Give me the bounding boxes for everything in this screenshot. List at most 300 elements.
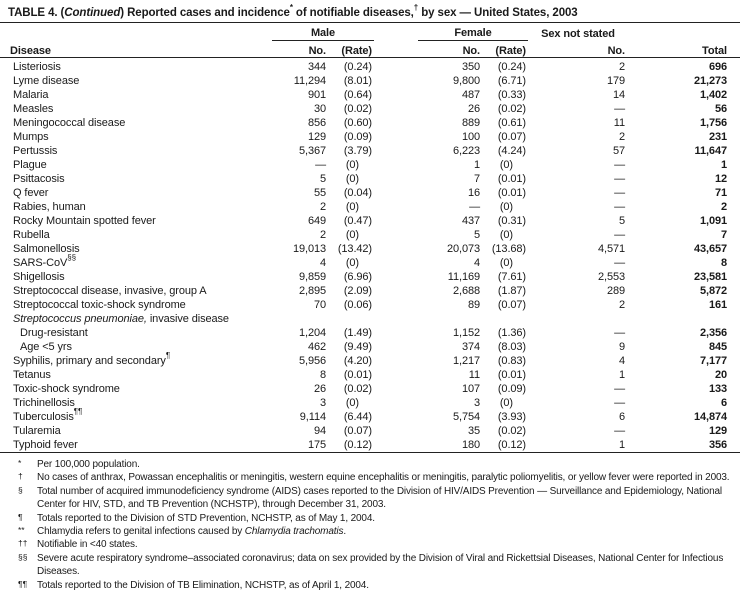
total-cell: 56 xyxy=(714,103,727,115)
footnote-text: Total number of acquired immunodeficiency syndrome (AIDS) cases reported to the Division of HIV/AIDS Prevention — Surveillance and Epidemiology, National Center for HIV, STD, and TB Prevention (NCHSTP), through December 31, 2003. xyxy=(37,485,722,511)
total-cell: 7,177 xyxy=(699,355,727,367)
sex-not-stated-no-cell: — xyxy=(614,229,625,241)
footnote-ref: ¶¶ xyxy=(73,407,83,417)
disease-name-cell xyxy=(0,396,240,410)
total-cell: 21,273 xyxy=(693,75,727,87)
disease-name-cell xyxy=(0,144,240,158)
female-no-cell: 89 xyxy=(467,299,480,311)
female-rate-cell: (0.07) xyxy=(497,131,526,143)
female-no-cell: 2,688 xyxy=(452,285,480,297)
total-cell: 5,872 xyxy=(699,285,727,297)
male-rate-cell: (4.20) xyxy=(343,355,372,367)
female-rate-cell: (0.01) xyxy=(497,173,526,185)
disease-name-cell xyxy=(0,200,240,214)
title-text: of notifiable diseases, xyxy=(292,7,414,19)
female-no-cell: 4 xyxy=(473,257,480,269)
disease-name-cell xyxy=(0,74,240,88)
table-header xyxy=(0,23,740,58)
disease-name-cell xyxy=(0,284,240,298)
sex-not-stated-no-column-header: No. xyxy=(528,41,628,58)
male-no-cell: 19,013 xyxy=(292,243,326,255)
footnote xyxy=(0,458,740,471)
title-text: TABLE 4. ( xyxy=(8,7,65,19)
sex-not-stated-no-cell xyxy=(528,312,628,326)
male-rate-cell: (0.12) xyxy=(343,439,372,451)
female-rate-cell: (3.93) xyxy=(497,411,526,423)
footnote-marker: * xyxy=(18,458,22,468)
male-no-cell: — xyxy=(315,159,326,171)
sex-not-stated-no-cell: — xyxy=(614,327,625,339)
table-row xyxy=(0,88,740,102)
sex-not-stated-no-cell: — xyxy=(614,425,625,437)
disease-name: Streptococcal disease, invasive, group A xyxy=(13,285,207,297)
table-row xyxy=(0,242,740,256)
disease-name: Shigellosis xyxy=(13,271,65,283)
total-cell: 6 xyxy=(720,397,727,409)
male-no-cell: 344 xyxy=(307,61,326,73)
table-row xyxy=(0,144,740,158)
sex-not-stated-no-cell: — xyxy=(614,397,625,409)
table-row xyxy=(0,284,740,298)
female-rate-cell: (0) xyxy=(499,257,513,269)
footnote-ref-asterisk: * xyxy=(289,3,293,13)
footnote-marker: ** xyxy=(18,525,25,536)
male-rate-column-header: (Rate) xyxy=(328,41,374,58)
footnote-ref: ¶ xyxy=(165,351,171,361)
female-rate-cell: (0.33) xyxy=(497,89,526,101)
female-rate-cell: (0.24) xyxy=(497,61,526,73)
female-rate-cell: (0.01) xyxy=(497,187,526,199)
disease-name: Age <5 yrs xyxy=(20,341,72,353)
female-no-cell: 26 xyxy=(467,103,480,115)
male-no-cell: 901 xyxy=(307,89,326,101)
table-row xyxy=(0,130,740,144)
disease-name-cell xyxy=(0,130,240,144)
female-no-cell: 437 xyxy=(461,215,480,227)
female-no-cell: 11 xyxy=(468,369,480,381)
disease-name: Syphilis, primary and secondary xyxy=(13,355,166,367)
footnote-marker: ¶¶ xyxy=(18,578,28,589)
male-rate-cell: (6.44) xyxy=(343,411,372,423)
female-no-cell: 5,754 xyxy=(452,411,480,423)
male-no-cell: 649 xyxy=(307,215,326,227)
total-cell: 43,657 xyxy=(693,243,727,255)
female-no-cell: 487 xyxy=(461,89,480,101)
disease-name-italic: Streptococcus pneumoniae, xyxy=(13,313,147,325)
disease-name-cell xyxy=(0,368,240,382)
footnote-text: Totals reported to the Division of STD Prevention, NCHSTP, as of May 1, 2004. xyxy=(37,512,375,524)
male-rate-cell: (0.02) xyxy=(343,383,372,395)
male-no-cell: 1,204 xyxy=(298,327,326,339)
total-cell: 2 xyxy=(720,201,727,213)
disease-name: Toxic-shock syndrome xyxy=(13,383,120,395)
female-no-cell: — xyxy=(469,201,480,213)
footnote-text: No cases of anthrax, Powassan encephalitis or meningitis, western equine encephalitis or meningitis, paralytic poliomyelitis, or yellow fever were reported in 2003. xyxy=(37,472,730,484)
female-rate-cell xyxy=(482,312,528,326)
female-rate-cell: (7.61) xyxy=(497,271,526,283)
female-rate-cell: (0.02) xyxy=(497,103,526,115)
male-no-cell: 11,294 xyxy=(293,75,326,87)
male-no-cell: 8 xyxy=(319,369,326,381)
sex-not-stated-no-cell: 11 xyxy=(613,117,625,129)
table-row xyxy=(0,116,740,130)
total-cell: 71 xyxy=(714,187,727,199)
disease-name: Pertussis xyxy=(13,145,58,157)
male-rate-cell: (6.96) xyxy=(343,271,372,283)
female-rate-cell: (13.68) xyxy=(491,243,526,255)
total-cell: 133 xyxy=(708,383,727,395)
female-rate-cell: (0.09) xyxy=(497,383,526,395)
male-no-cell: 856 xyxy=(307,117,326,129)
male-no-cell: 30 xyxy=(313,103,326,115)
table-row xyxy=(0,326,740,340)
footnotes xyxy=(0,458,740,592)
sex-not-stated-no-cell: 4,571 xyxy=(597,243,625,255)
female-rate-cell: (0.12) xyxy=(497,439,526,451)
male-no-cell: 55 xyxy=(313,187,326,199)
female-rate-cell: (4.24) xyxy=(497,145,526,157)
female-no-cell: 7 xyxy=(473,173,480,185)
disease-column-header: Disease xyxy=(0,41,240,58)
total-cell xyxy=(628,312,740,326)
disease-name: Meningococcal disease xyxy=(13,117,126,129)
table-body xyxy=(0,58,740,453)
footnote xyxy=(0,552,740,579)
disease-name-cell xyxy=(0,253,240,270)
male-rate-cell: (0.07) xyxy=(343,425,372,437)
table-row xyxy=(0,382,740,396)
disease-name: Rocky Mountain spotted fever xyxy=(13,215,156,227)
male-rate-cell: (0) xyxy=(345,159,359,171)
disease-name-cell xyxy=(0,102,240,116)
sex-not-stated-no-cell: 289 xyxy=(606,285,625,297)
male-group-header: Male xyxy=(240,23,374,41)
table-row xyxy=(0,214,740,228)
male-rate-cell: (8.01) xyxy=(343,75,372,87)
footnote-text: Totals reported to the Division of TB Elimination, NCHSTP, as of April 1, 2004. xyxy=(37,579,369,591)
female-rate-cell: (8.03) xyxy=(497,341,526,353)
male-rate-cell: (0.01) xyxy=(343,369,372,381)
female-no-cell: 350 xyxy=(461,61,480,73)
sex-not-stated-no-cell: 6 xyxy=(618,411,625,423)
table-row xyxy=(0,354,740,368)
total-cell: 14,874 xyxy=(693,411,727,423)
disease-name-cell xyxy=(0,438,240,453)
male-rate-cell: (0.02) xyxy=(343,103,372,115)
title-text: ) Reported cases and incidence xyxy=(120,7,290,19)
female-no-column-header: No. xyxy=(374,41,482,58)
male-no-cell: 5 xyxy=(319,173,326,185)
disease-name: Malaria xyxy=(13,89,49,101)
male-no-cell: 2,895 xyxy=(298,285,326,297)
male-rate-cell: (3.79) xyxy=(343,145,372,157)
male-no-cell: 70 xyxy=(313,299,326,311)
table-row xyxy=(0,396,740,410)
male-rate-cell: (1.49) xyxy=(343,327,372,339)
table-row xyxy=(0,312,740,326)
total-cell: 12 xyxy=(714,173,727,185)
male-rate-cell: (0) xyxy=(345,173,359,185)
female-no-cell: 889 xyxy=(461,117,480,129)
male-no-cell: 5,956 xyxy=(298,355,326,367)
female-no-cell: 5 xyxy=(473,229,480,241)
footnote-text: Severe acute respiratory syndrome–associated coronavirus; data on sex provided by the Division of Viral and Rickettsial Diseases, National Center for Infectious Diseases. xyxy=(37,552,724,578)
empty-header-cell xyxy=(0,23,240,41)
group-header-row xyxy=(0,23,740,41)
female-no-cell: 9,800 xyxy=(452,75,480,87)
disease-name-cell xyxy=(0,172,240,186)
female-rate-cell: (0) xyxy=(499,397,513,409)
sex-not-stated-no-cell: — xyxy=(614,173,625,185)
footnote-marker: § xyxy=(18,484,23,495)
total-cell: 1,402 xyxy=(699,89,727,101)
male-rate-cell: (0.64) xyxy=(343,89,372,101)
male-no-cell: 2 xyxy=(319,201,326,213)
total-cell: 231 xyxy=(708,131,727,143)
sex-not-stated-no-cell: — xyxy=(614,159,625,171)
table-row xyxy=(0,438,740,453)
table-row xyxy=(0,256,740,270)
sex-not-stated-no-cell: 2 xyxy=(618,131,625,143)
disease-name: Tetanus xyxy=(13,369,51,381)
table-row xyxy=(0,424,740,438)
table-row xyxy=(0,172,740,186)
table-row xyxy=(0,58,740,75)
male-no-cell xyxy=(240,312,328,326)
male-rate-cell: (0.47) xyxy=(343,215,372,227)
male-no-cell: 2 xyxy=(319,229,326,241)
total-cell: 20 xyxy=(714,369,727,381)
disease-name-cell xyxy=(0,214,240,228)
female-no-cell: 180 xyxy=(461,439,480,451)
table-row xyxy=(0,368,740,382)
disease-name-cell xyxy=(0,351,240,368)
sex-not-stated-group-header: Sex not stated xyxy=(541,28,615,40)
footnote xyxy=(0,512,740,525)
disease-name-cell xyxy=(0,340,240,354)
sex-not-stated-no-cell: 2 xyxy=(618,61,625,73)
disease-name: Listeriosis xyxy=(13,61,61,73)
title-continued: Continued xyxy=(64,7,121,19)
female-rate-cell: (0) xyxy=(499,229,513,241)
female-rate-cell: (1.36) xyxy=(497,327,526,339)
sex-not-stated-no-cell: 1 xyxy=(618,439,625,451)
total-cell: 1,091 xyxy=(699,215,727,227)
footnote xyxy=(0,579,740,592)
female-rate-cell: (0.83) xyxy=(497,355,526,367)
disease-name-cell xyxy=(0,88,240,102)
total-cell: 7 xyxy=(720,229,727,241)
female-no-cell: 35 xyxy=(467,425,480,437)
table-row xyxy=(0,270,740,284)
footnote xyxy=(0,471,740,484)
footnote-marker: ¶ xyxy=(18,511,23,522)
empty-header-cell xyxy=(628,23,740,41)
female-no-cell: 107 xyxy=(461,383,480,395)
male-no-cell: 9,859 xyxy=(298,271,326,283)
female-rate-cell: (0.07) xyxy=(497,299,526,311)
footnote-italic-text: Chlamydia trachomatis xyxy=(244,526,344,538)
female-rate-cell: (1.87) xyxy=(497,285,526,297)
disease-name-cell xyxy=(0,116,240,130)
disease-name: Drug-resistant xyxy=(20,327,88,339)
sex-not-stated-no-cell: — xyxy=(614,103,625,115)
male-no-cell: 3 xyxy=(319,397,326,409)
total-cell: 23,581 xyxy=(693,271,727,283)
female-rate-column-header: (Rate) xyxy=(482,41,528,58)
footnote-marker: † xyxy=(18,471,23,482)
footnote-text-tail: . xyxy=(343,526,346,538)
disease-name-cell xyxy=(0,382,240,396)
disease-name: invasive disease xyxy=(146,313,229,325)
disease-name-cell xyxy=(0,312,240,326)
disease-name: Psittacosis xyxy=(13,173,65,185)
male-rate-cell: (0.06) xyxy=(343,299,372,311)
male-no-cell: 175 xyxy=(307,439,326,451)
female-no-cell: 16 xyxy=(467,187,480,199)
disease-name-cell xyxy=(0,298,240,312)
male-rate-cell: (9.49) xyxy=(343,341,372,353)
male-rate-cell: (0) xyxy=(345,257,359,269)
female-no-cell: 11,169 xyxy=(447,271,480,283)
female-no-cell: 1,152 xyxy=(452,327,480,339)
female-no-cell: 3 xyxy=(473,397,480,409)
sex-not-stated-no-cell: 57 xyxy=(612,145,625,157)
female-group-header: Female xyxy=(374,23,528,41)
female-rate-cell: (0.02) xyxy=(497,425,526,437)
male-no-cell: 5,367 xyxy=(298,145,326,157)
male-no-cell: 26 xyxy=(313,383,326,395)
footnote-ref: §§ xyxy=(67,253,76,263)
female-rate-cell: (0.31) xyxy=(497,215,526,227)
sex-not-stated-no-cell: — xyxy=(614,201,625,213)
sex-not-stated-no-cell: — xyxy=(614,257,625,269)
disease-name-cell xyxy=(0,58,240,75)
disease-name: Tularemia xyxy=(13,425,61,437)
female-no-cell: 374 xyxy=(461,341,480,353)
footnote-ref-dagger: † xyxy=(413,3,419,13)
disease-name: Salmonellosis xyxy=(13,243,80,255)
sex-not-stated-no-cell: 4 xyxy=(618,355,625,367)
female-rate-cell: (0) xyxy=(499,159,513,171)
disease-name: Rabies, human xyxy=(13,201,86,213)
sex-not-stated-no-cell: 179 xyxy=(606,75,625,87)
male-rate-cell: (0.04) xyxy=(343,187,372,199)
total-cell: 1,756 xyxy=(699,117,727,129)
female-no-cell xyxy=(374,312,482,326)
total-cell: 845 xyxy=(708,341,727,353)
disease-name-cell xyxy=(0,270,240,284)
male-no-cell: 462 xyxy=(307,341,326,353)
total-column-header: Total xyxy=(628,41,740,58)
footnote xyxy=(0,538,740,551)
male-rate-cell: (0) xyxy=(345,201,359,213)
table-row xyxy=(0,410,740,424)
disease-name: Mumps xyxy=(13,131,49,143)
disease-name: Rubella xyxy=(13,229,50,241)
male-no-cell: 94 xyxy=(313,425,326,437)
total-cell: 11,647 xyxy=(694,145,727,157)
footnote-text: Per 100,000 population. xyxy=(37,459,140,470)
female-no-cell: 100 xyxy=(461,131,480,143)
sex-not-stated-no-cell: — xyxy=(614,187,625,199)
total-cell: 1 xyxy=(720,159,727,171)
disease-name: Typhoid fever xyxy=(13,439,78,451)
disease-name: Trichinellosis xyxy=(13,397,75,409)
total-cell: 2,356 xyxy=(699,327,727,339)
sex-not-stated-no-cell: 2 xyxy=(618,299,625,311)
footnote xyxy=(0,525,740,538)
column-header-row xyxy=(0,41,740,58)
total-cell: 8 xyxy=(720,257,727,269)
disease-name: Streptococcal toxic-shock syndrome xyxy=(13,299,186,311)
table-row xyxy=(0,186,740,200)
male-rate-cell: (0.09) xyxy=(343,131,372,143)
disease-name-cell xyxy=(0,158,240,172)
title-text: by sex — United States, 2003 xyxy=(418,7,578,19)
male-rate-cell: (0) xyxy=(345,229,359,241)
total-cell: 696 xyxy=(708,61,727,73)
sex-not-stated-no-cell: — xyxy=(614,383,625,395)
footnote-text: Notifiable in <40 states. xyxy=(37,539,138,551)
female-rate-cell: (6.71) xyxy=(497,75,526,87)
footnote-text: Chlamydia refers to genital infections caused by xyxy=(37,526,245,538)
disease-name-cell xyxy=(0,242,240,256)
male-no-column-header: No. xyxy=(240,41,328,58)
disease-name-cell xyxy=(0,326,240,340)
total-cell: 356 xyxy=(708,439,727,451)
disease-name: Plague xyxy=(13,159,47,171)
disease-name: Tuberculosis xyxy=(13,411,74,423)
male-no-cell: 9,114 xyxy=(299,411,326,423)
disease-name: Measles xyxy=(13,103,54,115)
sex-not-stated-no-cell: 14 xyxy=(612,89,625,101)
sex-not-stated-no-cell: 1 xyxy=(618,369,625,381)
male-no-cell: 129 xyxy=(307,131,326,143)
female-no-cell: 20,073 xyxy=(446,243,480,255)
female-no-cell: 6,223 xyxy=(452,145,480,157)
table-row xyxy=(0,340,740,354)
male-rate-cell: (2.09) xyxy=(343,285,372,297)
female-rate-cell: (0.01) xyxy=(497,369,526,381)
disease-name-cell xyxy=(0,228,240,242)
table-row xyxy=(0,74,740,88)
sex-not-stated-no-cell: 9 xyxy=(618,341,625,353)
female-no-cell: 1 xyxy=(473,159,480,171)
table-title xyxy=(0,0,740,23)
female-rate-cell: (0) xyxy=(499,201,513,213)
female-no-cell: 1,217 xyxy=(452,355,480,367)
male-rate-cell: (0.60) xyxy=(343,117,372,129)
male-rate-cell: (0.24) xyxy=(343,61,372,73)
disease-name: SARS-CoV xyxy=(13,257,68,269)
total-cell: 129 xyxy=(708,425,727,437)
disease-name-cell xyxy=(0,186,240,200)
disease-name-cell xyxy=(0,424,240,438)
table-row xyxy=(0,102,740,116)
table-row xyxy=(0,298,740,312)
table-row xyxy=(0,158,740,172)
sex-not-stated-no-cell: 2,553 xyxy=(597,271,625,283)
table-row xyxy=(0,200,740,214)
disease-name-cell xyxy=(0,407,240,424)
disease-table xyxy=(0,23,740,453)
footnote-marker: §§ xyxy=(18,551,28,562)
footnote xyxy=(0,485,740,512)
disease-name: Q fever xyxy=(13,187,49,199)
footnote-marker: †† xyxy=(18,538,28,549)
male-no-cell: 4 xyxy=(319,257,326,269)
